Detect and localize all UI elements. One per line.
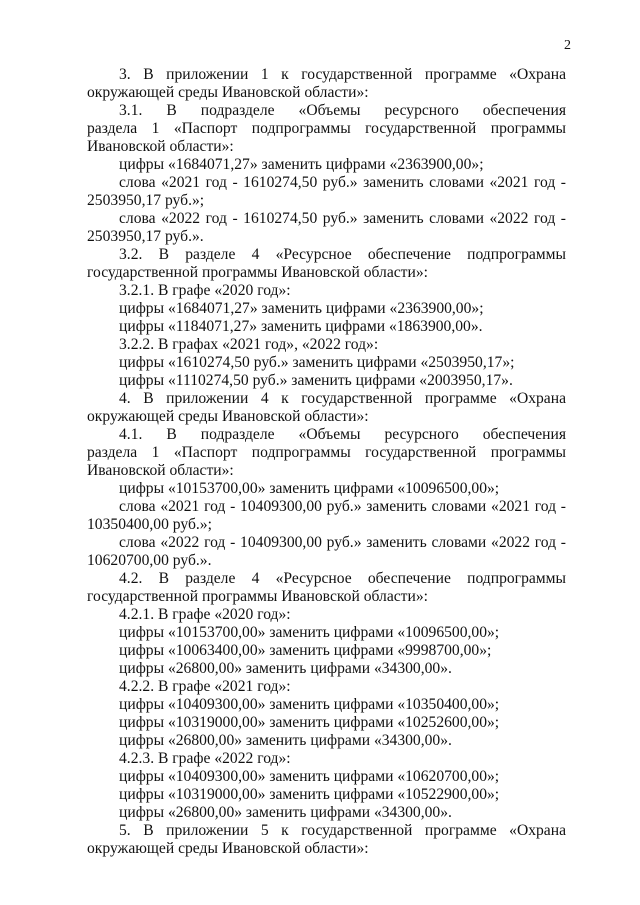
page-number: 2 — [564, 38, 571, 53]
text-line: цифры «1684071,27» заменить цифрами «2363900,00»; — [119, 156, 484, 173]
text-line: Ивановской области»: — [87, 462, 234, 479]
text-line: 2503950,17 руб.»; — [87, 192, 205, 209]
text-line: 5. В приложении 5 к государственной программе «Охрана — [119, 822, 566, 839]
text-line: 10350400,00 руб.»; — [87, 516, 212, 533]
text-line: государственной программы Ивановской области»: — [87, 588, 428, 605]
text-line: раздела 1 «Паспорт подпрограммы государственной программы — [87, 120, 566, 137]
text-line: цифры «10319000,00» заменить цифрами «10522900,00»; — [119, 786, 500, 803]
text-line: слова «2022 год - 1610274,50 руб.» заменить словами «2022 год - — [119, 210, 566, 227]
text-line: цифры «26800,00» заменить цифрами «34300,00». — [119, 804, 452, 821]
text-line: цифры «1184071,27» заменить цифрами «1863900,00». — [119, 318, 483, 335]
text-line: слова «2021 год - 10409300,00 руб.» заменить словами «2021 год - — [119, 498, 566, 515]
text-line: слова «2021 год - 1610274,50 руб.» заменить словами «2021 год - — [119, 174, 566, 191]
text-line: 4.2. В разделе 4 «Ресурсное обеспечение подпрограммы — [119, 570, 566, 587]
text-line: 3.2.2. В графах «2021 год», «2022 год»: — [119, 336, 379, 353]
document-body — [87, 66, 566, 858]
text-line: цифры «10063400,00» заменить цифрами «9998700,00»; — [119, 642, 492, 659]
text-line: цифры «1684071,27» заменить цифрами «2363900,00»; — [119, 300, 484, 317]
text-line: цифры «10153700,00» заменить цифрами «10096500,00»; — [119, 624, 500, 641]
text-line: цифры «1110274,50 руб.» заменить цифрами «2003950,17». — [119, 372, 513, 389]
text-line: цифры «26800,00» заменить цифрами «34300,00». — [119, 732, 452, 749]
text-line: 4.1. В подразделе «Объемы ресурсного обеспечения — [119, 426, 566, 443]
text-line: 3.1. В подразделе «Объемы ресурсного обеспечения — [119, 102, 566, 119]
text-line: слова «2022 год - 10409300,00 руб.» заменить словами «2022 год - — [119, 534, 566, 551]
text-line: 4.2.3. В графе «2022 год»: — [119, 750, 291, 767]
text-line: раздела 1 «Паспорт подпрограммы государственной программы — [87, 444, 566, 461]
text-line: 4.2.2. В графе «2021 год»: — [119, 678, 291, 695]
text-line: 4. В приложении 4 к государственной программе «Охрана — [119, 390, 566, 407]
text-line: 3.2. В разделе 4 «Ресурсное обеспечение подпрограммы — [119, 246, 566, 263]
text-line: цифры «10319000,00» заменить цифрами «10252600,00»; — [119, 714, 500, 731]
text-line: 4.2.1. В графе «2020 год»: — [119, 606, 291, 623]
text-line: государственной программы Ивановской области»: — [87, 264, 428, 281]
text-line: Ивановской области»: — [87, 138, 234, 155]
text-line: окружающей среды Ивановской области»: — [87, 408, 369, 425]
text-line: цифры «1610274,50 руб.» заменить цифрами «2503950,17»; — [119, 354, 515, 371]
text-line: цифры «10409300,00» заменить цифрами «10350400,00»; — [119, 696, 500, 713]
text-line: 2503950,17 руб.». — [87, 228, 204, 245]
text-line: цифры «10153700,00» заменить цифрами «10096500,00»; — [119, 480, 500, 497]
text-line: 10620700,00 руб.». — [87, 552, 212, 569]
text-line: окружающей среды Ивановской области»: — [87, 84, 369, 101]
text-line: цифры «26800,00» заменить цифрами «34300,00». — [119, 660, 452, 677]
text-line: 3.2.1. В графе «2020 год»: — [119, 282, 291, 299]
text-line: 3. В приложении 1 к государственной программе «Охрана — [119, 66, 566, 83]
text-line: окружающей среды Ивановской области»: — [87, 840, 369, 857]
text-line: цифры «10409300,00» заменить цифрами «10620700,00»; — [119, 768, 500, 785]
